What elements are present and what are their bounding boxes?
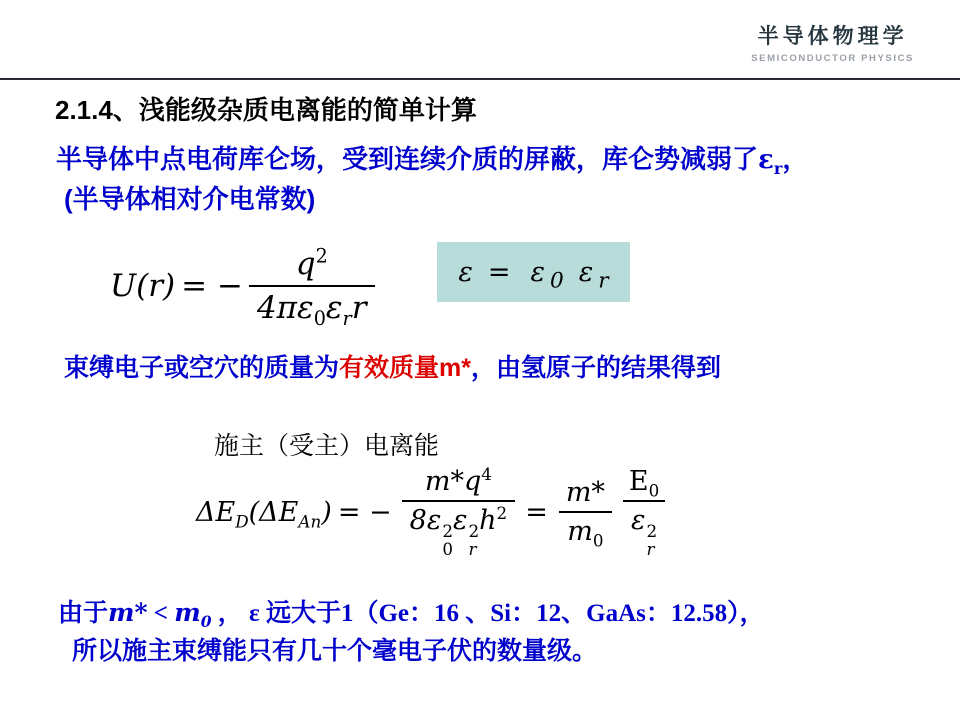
coulomb-potential-formula [110,244,375,331]
epsilon-r-inline: $\varepsilon_r$ [758,145,783,179]
logo-title: 半导体物理学 [757,23,908,48]
effective-mass-line: 束缚电子或空穴的质量为有效质量m*，由氢原子的结果得到 [64,354,722,382]
denominator: $m_0$ [559,511,611,547]
numerator: m* [565,477,605,509]
conclusion-paragraph [58,594,765,671]
logo-subtitle: SEMICONDUCTOR PHYSICS [751,53,914,64]
numerator: $m*q^4$ [424,464,492,497]
epsilon: ε [458,256,473,288]
equals-sign: = [525,496,548,528]
equals-sign: = [487,256,511,288]
main-fraction [402,466,516,558]
logo [751,20,914,64]
intro-line2: (半导体相对介电常数) [64,184,316,214]
epsilon-definition-box [437,242,630,302]
ionization-energy-formula [196,466,671,558]
formula-lhs: U(r) [110,268,176,304]
page-title: 2.1.4、浅能级杂质电离能的简单计算 [55,95,477,125]
m-star: m* [439,354,471,382]
equals-minus: = − [181,268,243,304]
conclusion-line2: 所以施主束缚能只有几十个毫电子伏的数量级。 [72,638,598,665]
conclusion-line1: 由于$m* < m_0$ ， ε 远大于1（Ge：16 、Si：12、GaAs：12.58）， [58,598,765,631]
rydberg-fraction [621,466,667,558]
effective-mass-highlight: 有效质量 [339,354,440,382]
denominator: $4\pi\varepsilon_0\varepsilon_rr$ [249,285,375,326]
intro-paragraph [56,140,808,219]
equals-minus: = − [337,496,392,528]
numerator: $E_0$ [628,466,660,501]
numerator: $q^2$ [295,244,328,282]
intro-line1: 半导体中点电荷库仑场，受到连续介质的屏蔽，库仑势减弱了$\varepsilon_r$， [56,144,809,179]
header-divider [0,78,960,80]
denominator: ε 2 r [623,500,665,558]
fraction [249,244,375,331]
denominator: 8ε 2 0 ε 2 r $h^2$ [402,500,516,558]
epsilon-r: ε $_r$ [578,256,609,293]
m-zero: $m_0$ [174,598,212,631]
m-star: m* [108,598,148,627]
mass-ratio-fraction [558,477,613,551]
delta-E-lhs: $\Delta E_D(\Delta E_{An})$ [196,496,332,532]
epsilon-zero: ε $_0$ [530,256,564,293]
ionization-energy-label: 施主（受主）电离能 [214,433,440,460]
